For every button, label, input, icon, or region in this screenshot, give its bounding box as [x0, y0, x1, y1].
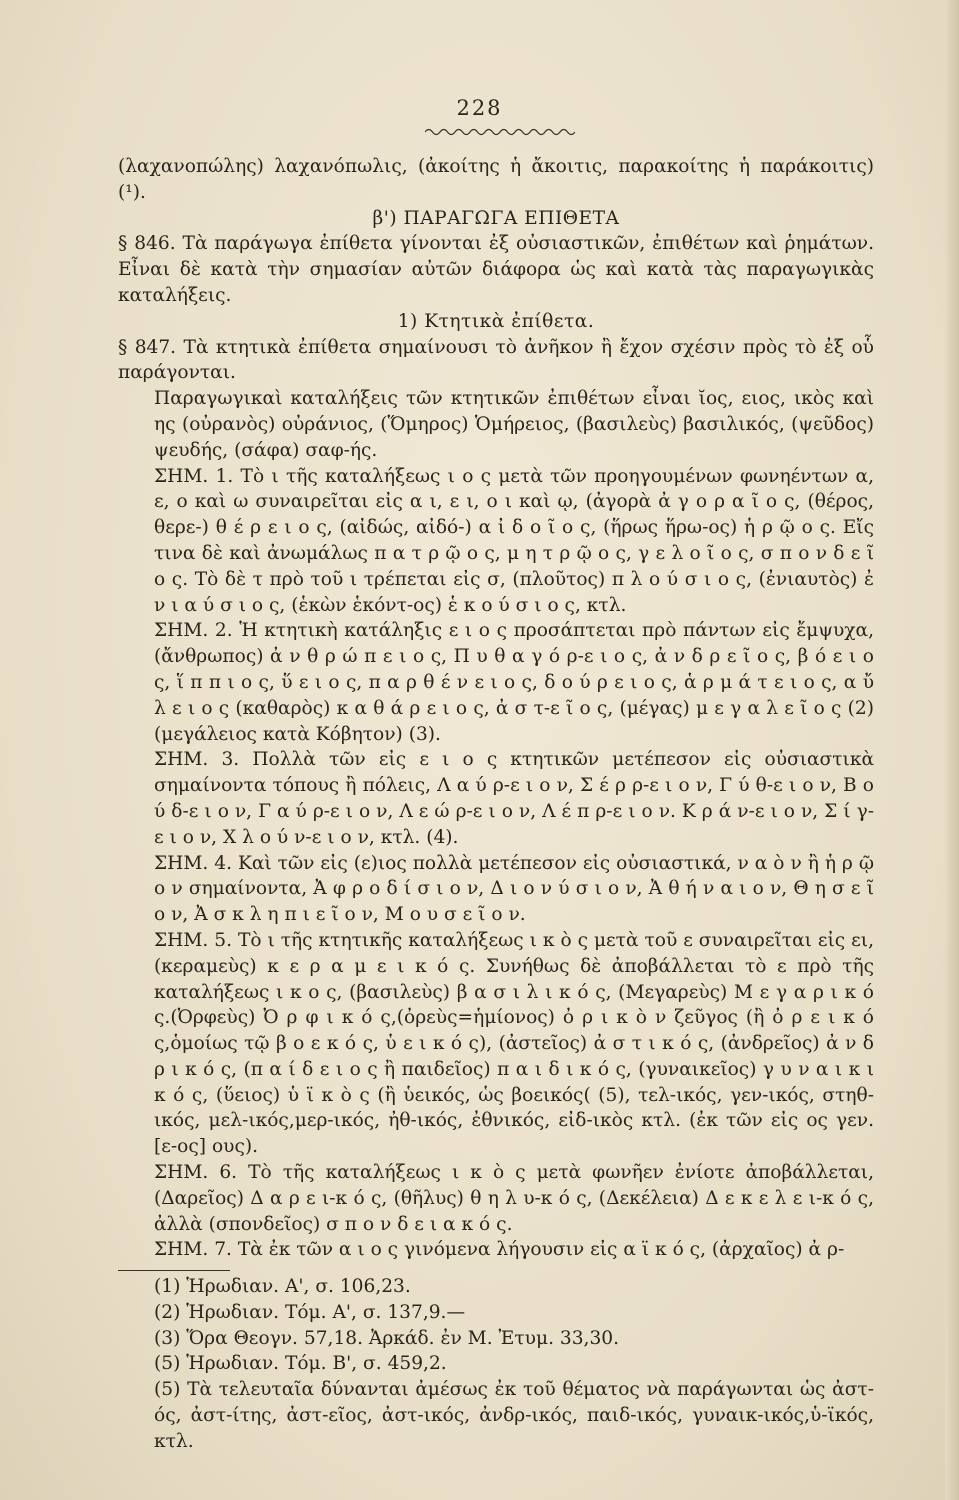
footnote: (5) Ἡρωδιαν. Τόμ. Β', σ. 459,2. — [154, 1353, 447, 1375]
footnotes — [118, 1274, 874, 1455]
footnote: (1) Ἡρωδιαν. Α', σ. 106,23. — [154, 1276, 411, 1297]
note-paragraph: ΣΗΜ. 4. Καὶ τῶν εἰς (ε)ιος πολλὰ μετέπεσον εἰς οὐσιαστικά, ν α ὸ ν ἢ ἡ ρ ῷ ο ν σημαίνοντα, Ἀ φ ρ ο δ ί σ ι ο ν, Δ ι ο ν ύ σ ι ο ν, Ἀ θ ή ν α ι ο ν, Θ η σ ε ῖ ο ν, Ἀ σ κ λ η π ι ε ῖ ο ν, Μ ο υ σ ε ῖ ο ν. — [154, 852, 874, 926]
footnote-rule — [118, 1270, 230, 1271]
footnote: (5) Τὰ τελευταῖα δύνανται ἀμέσως ἐκ τοῦ θέματος νὰ παράγωνται ὡς ἀστ-ός, ἀστ-ίτης, ἀστ-εῖος, ἀστ-ικός, ἀνδρ-ικός, παιδ-ικός, γυναικ-ικός,ὑ-ϊκός, κτλ. — [154, 1379, 874, 1452]
section-heading: β') ΠΑΡΑΓΩΓΑ ΕΠΙΘΕΤΑ — [372, 207, 620, 229]
page-number: 228 — [456, 96, 503, 120]
note-paragraph: ΣΗΜ. 3. Πολλὰ τῶν εἰς ε ι ο ς κτητικῶν μετέπεσον εἰς οὐσιαστικὰ σημαίνοντα τόπους ἢ πόλεις, Λ α ύ ρ-ε ι ο ν, Σ έ ρ ρ-ε ι ο ν, Γ ύ θ-ε ι ο ν, Β ο ύ δ-ε ι ο ν, Γ α ύ ρ-ε ι ο ν, Λ ε ώ ρ-ε ι ο ν, Λ έ π ρ-ε ι ο ν. Κ ρ ά ν-ε ι ο ν, Σ ί γ-ε ι ο ν, Χ λ ο ύ ν-ε ι ο ν, κτλ. (4). — [154, 749, 874, 848]
note-paragraph: ΣΗΜ. 5. Τὸ ι τῆς κτητικῆς καταλήξεως ι κ ὸ ς μετὰ τοῦ ε συναιρεῖται εἰς ει, (κεραμεὺς) κ ε ρ α μ ε ι κ ό ς. Συνήθως δὲ ἀποβάλλεται τὸ ε πρὸ τῆς καταλήξεως ι κ ο ς, (βασιλεὺς) β α σ ι λ ι κ ό ς, (Μεγαρεὺς) Μ ε γ α ρ ι κ ό ς.(Ὀρφεὺς) Ὀ ρ φ ι κ ό ς,(ὀρεὺς=ἡμίονος) ὀ ρ ι κ ὸ ν ζεῦγος (ἢ ὀ ρ ε ι κ ό ς,ὁμοίως τῷ β ο ε κ ό ς, ὑ ε ι κ ό ς), (ἀστεῖος) ἀ σ τ ι κ ό ς, (ἀνδρεῖος) ἀ ν δ ρ ι κ ό ς, (π α ί δ ε ι ο ς ἢ παιδεῖος) π α ι δ ι κ ό ς, (γυναικεῖος) γ υ ν α ι κ ι κ ό ς, (ὕειος) ὑ ϊ κ ὸ ς (ἢ ὑεικός, ὡς βοεικός( (5), τελ-ικός, γεν-ικός, στηθ-ικός, μελ-ικός,μερ-ικός, ἠθ-ικός, ἐθνικός, εἰδ-ικὸς κτλ. (ἐκ τῶν εἰς ος γεν. [ε-ος] ους). — [154, 929, 874, 1158]
paragraph: § 847. Τὰ κτητικὰ ἐπίθετα σημαίνουσι τὸ ἀνῆκον ἢ ἔχον σχέσιν πρὸς τὸ ἐξ οὗ παράγονται. — [118, 336, 874, 384]
wavy-rule-ornament — [425, 126, 575, 138]
note-paragraph: ΣΗΜ. 2. Ἡ κτητικὴ κατάληξις ε ι ο ς προσάπτεται πρὸ πάντων εἰς ἔμψυχα, (ἄνθρωπος) ἀ ν θ ρ ώ π ε ι ο ς, Π υ θ α γ ό ρ-ε ι ο ς, ἀ ν δ ρ ε ῖ ο ς, β ό ε ι ο ς, ἵ π π ι ο ς, ὕ ε ι ο ς, π α ρ θ έ ν ε ι ο ς, δ ο ύ ρ ε ι ο ς, ἁ ρ μ ά τ ε ι ο ς, α ὔ λ ε ι ο ς (καθαρὸς) κ α θ ά ρ ε ι ο ς, ἀ σ τ-ε ῖ ο ς, (μέγας) μ ε γ α λ ε ῖ ο ς (2) (μεγάλειος κατὰ Κόβητον) (3). — [154, 620, 874, 745]
subsection-heading: 1) Κτητικὰ ἐπίθετα. — [397, 310, 595, 332]
page-edge — [945, 0, 959, 1500]
note-paragraph: ΣΗΜ. 6. Τὸ τῆς καταλήξεως ι κ ὸ ς μετὰ φωνῆεν ἐνίοτε ἀποβάλλεται, (Δαρεῖος) Δ α ρ ε ι-κ ό ς, (θῆλυς) θ η λ υ-κ ό ς, (Δεκέλεια) Δ ε κ ε λ ε ι-κ ό ς, ἀλλὰ (σπονδεῖος) σ π ο ν δ ε ι α κ ό ς. — [154, 1162, 874, 1235]
paragraph: § 846. Τὰ παράγωγα ἐπίθετα γίνονται ἐξ οὐσιαστικῶν, ἐπιθέτων καὶ ῥημάτων. Εἶναι δὲ κατὰ τὴν σημασίαν αὐτῶν διάφορα ὡς καὶ κατὰ τὰς παραγωγικὰς καταλήξεις. — [118, 233, 874, 306]
paragraph: Παραγωγικαὶ καταλήξεις τῶν κτητικῶν ἐπιθέτων εἶναι ῐος, ειος, ικὸς καὶ ης (οὐρανὸς) οὐράνιος, (Ὅμηρος) Ὁμήρειος, (βασιλεὺς) βασιλικός, (ψεῦδος) ψευδής, (σάφα) σαφ-ής. — [154, 388, 874, 461]
footnote: (3) Ὅρα Θεογν. 57,18. Ἀρκάδ. ἐν Μ. Ἐτυμ. 33,30. — [154, 1327, 620, 1349]
note-paragraph: ΣΗΜ. 7. Τὰ ἐκ τῶν α ι ο ς γινόμενα λήγουσιν εἰς α ϊ κ ό ς, (ἀρχαῖος) ἀ ρ- — [154, 1239, 845, 1261]
note-paragraph: ΣΗΜ. 1. Τὸ ι τῆς καταλήξεως ι ο ς μετὰ τῶν προηγουμένων φωνηέντων α, ε, ο καὶ ω συναιρεῖται εἰς α ι, ε ι, ο ι καὶ ῳ, (ἀγορὰ ἀ γ ο ρ α ῖ ο ς, (θέρος, θερε-) θ έ ρ ε ι ο ς, (αἰδώς, αἰδό-) α ἰ δ ο ῖ ο ς, (ἥρως ἥρω-ος) ἡ ρ ῷ ο ς. Εἴς τινα δὲ καὶ ἀνωμάλως π α τ ρ ῷ ο ς, μ η τ ρ ῷ ο ς, γ ε λ ο ῖ ο ς, σ π ο ν δ ε ῖ ο ς. Τὸ δὲ τ πρὸ τοῦ ι τρέπεται εἰς σ, (πλοῦτος) π λ ο ύ σ ι ο ς, (ἐνιαυτὸς) ἐ ν ι α ύ σ ι ο ς, (ἑκὼν ἑκόντ-ος) ἑ κ ο ύ σ ι ο ς, κτλ. — [154, 465, 874, 616]
paragraph: (λαχανοπώλης) λαχανόπωλις, (ἀκοίτης ἡ ἄκοιτις, παρακοίτης ἡ παράκοιτις) (¹). — [118, 156, 874, 203]
footnote: (2) Ἡρωδιαν. Τόμ. Α', σ. 137,9.— — [154, 1301, 466, 1323]
main-text — [118, 154, 874, 1263]
